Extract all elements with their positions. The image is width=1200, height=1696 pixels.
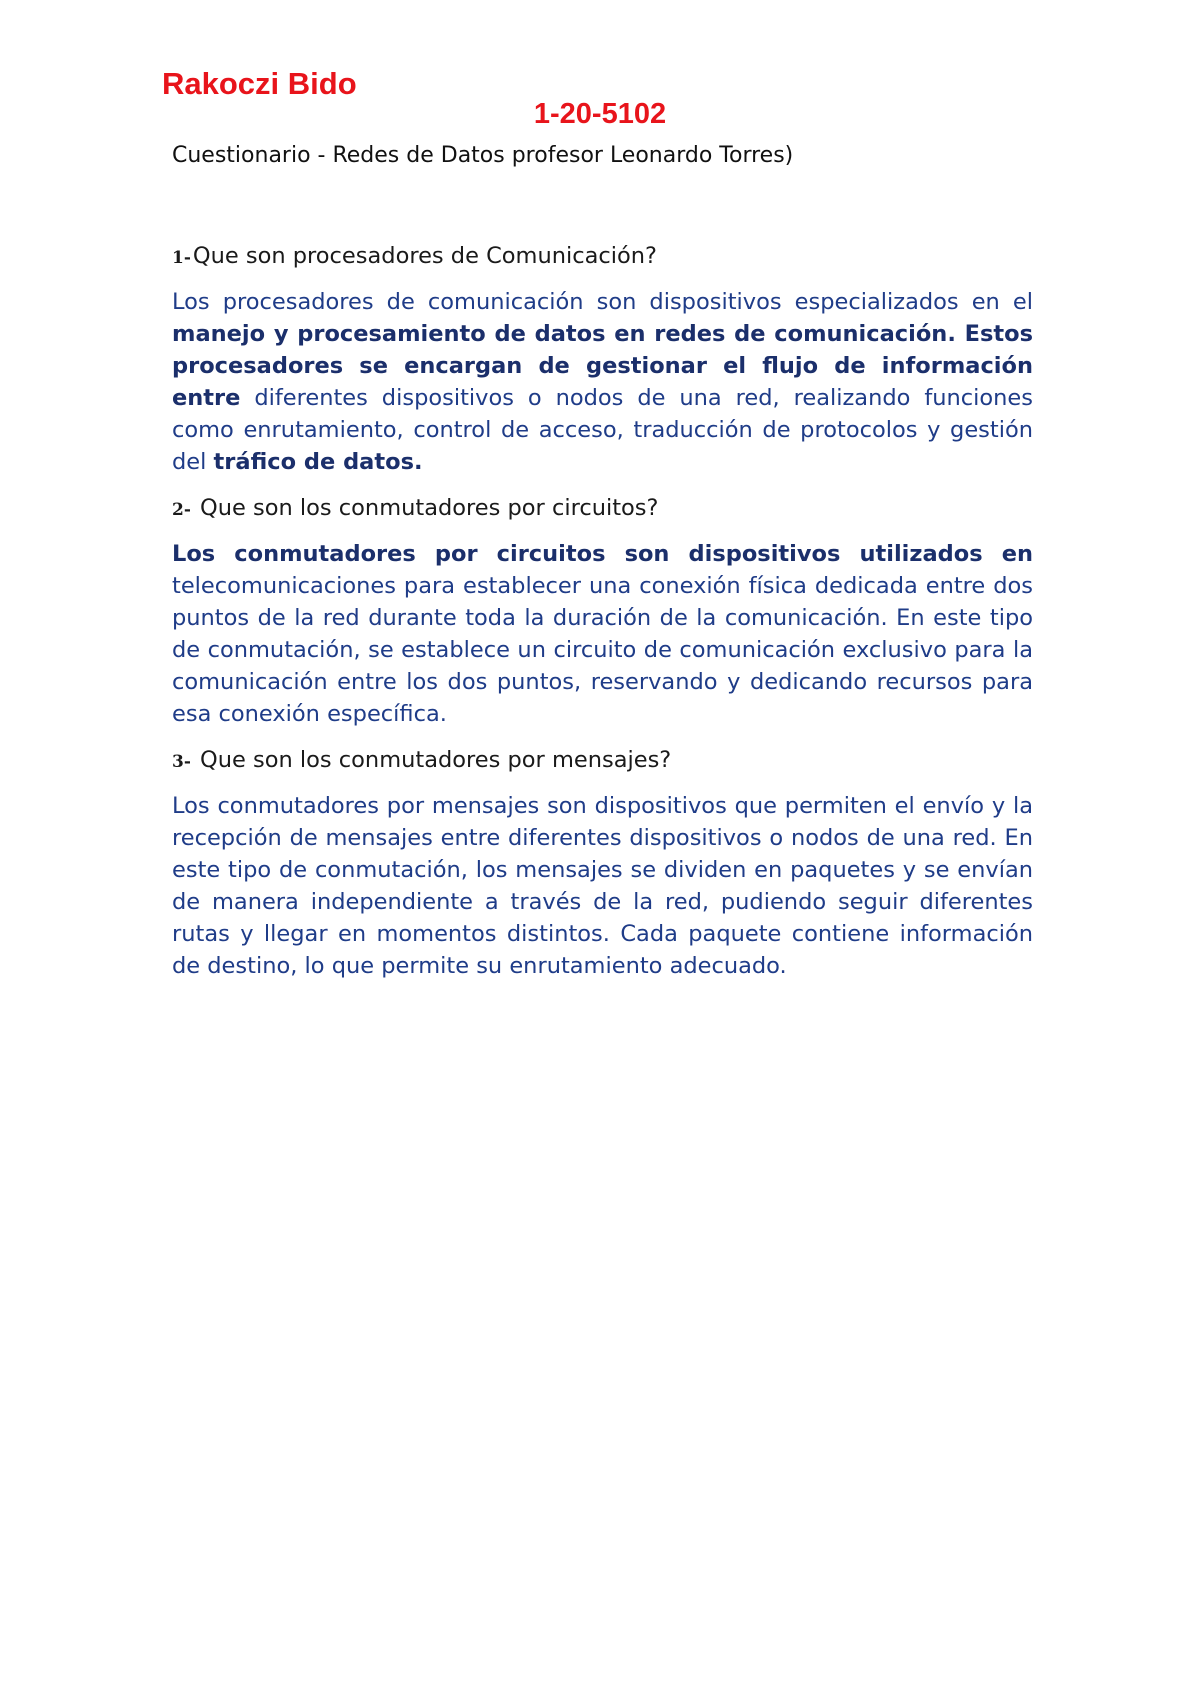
question-text: Que son los conmutadores por mensajes? bbox=[192, 747, 672, 773]
answer-bold-text: Los conmutadores por circuitos son dispositivos utilizados en bbox=[172, 541, 1033, 567]
document-subtitle: Cuestionario - Redes de Datos profesor Leonardo Torres) bbox=[172, 143, 794, 168]
student-id: 1-20-5102 bbox=[533, 98, 667, 130]
question-number: 3- bbox=[172, 752, 191, 772]
author-name: Rakoczi Bido bbox=[162, 66, 357, 101]
answer-3 bbox=[172, 790, 1033, 982]
answer-2 bbox=[172, 538, 1033, 730]
question-3 bbox=[172, 744, 1033, 778]
question-1 bbox=[172, 240, 1033, 274]
question-text: Que son los conmutadores por circuitos? bbox=[192, 495, 659, 521]
questionnaire-body bbox=[172, 240, 1033, 996]
answer-1 bbox=[172, 286, 1033, 478]
answer-text: Los conmutadores por mensajes son dispositivos que permiten el envío y la recepción de mensajes entre diferentes dispositivos o nodos de una red. En este tipo de conmutación, los mensajes se dividen en paquetes y se envían de manera independiente a través de la red, pudiendo seguir diferentes rutas y llegar en momentos distintos. Cada paquete contiene información de destino, lo que permite su enrutamiento adecuado. bbox=[172, 793, 1033, 979]
question-number: 1- bbox=[172, 248, 191, 268]
question-number: 2- bbox=[172, 500, 191, 520]
answer-text: telecomunicaciones para establecer una conexión física dedicada entre dos puntos de la red durante toda la duración de la comunicación. En este tipo de conmutación, se establece un circuito de comunicación exclusivo para la comunicación entre los dos puntos, reservando y dedicando recursos para esa conexión específica. bbox=[172, 573, 1033, 727]
answer-text: diferentes dispositivos o nodos de una red, realizando funciones como enrutamiento, control de acceso, traducción de protocolos y gestión del bbox=[172, 385, 1033, 475]
question-text: Que son procesadores de Comunicación? bbox=[192, 243, 657, 269]
answer-text: Los procesadores de comunicación son dispositivos especializados en el bbox=[172, 289, 1033, 315]
answer-bold-text: manejo y procesamiento de datos en redes de comunicación. Estos procesadores se encargan de gestionar el flujo de información entre bbox=[172, 321, 1033, 411]
question-2 bbox=[172, 492, 1033, 526]
answer-bold-text: tráfico de datos. bbox=[213, 449, 423, 475]
